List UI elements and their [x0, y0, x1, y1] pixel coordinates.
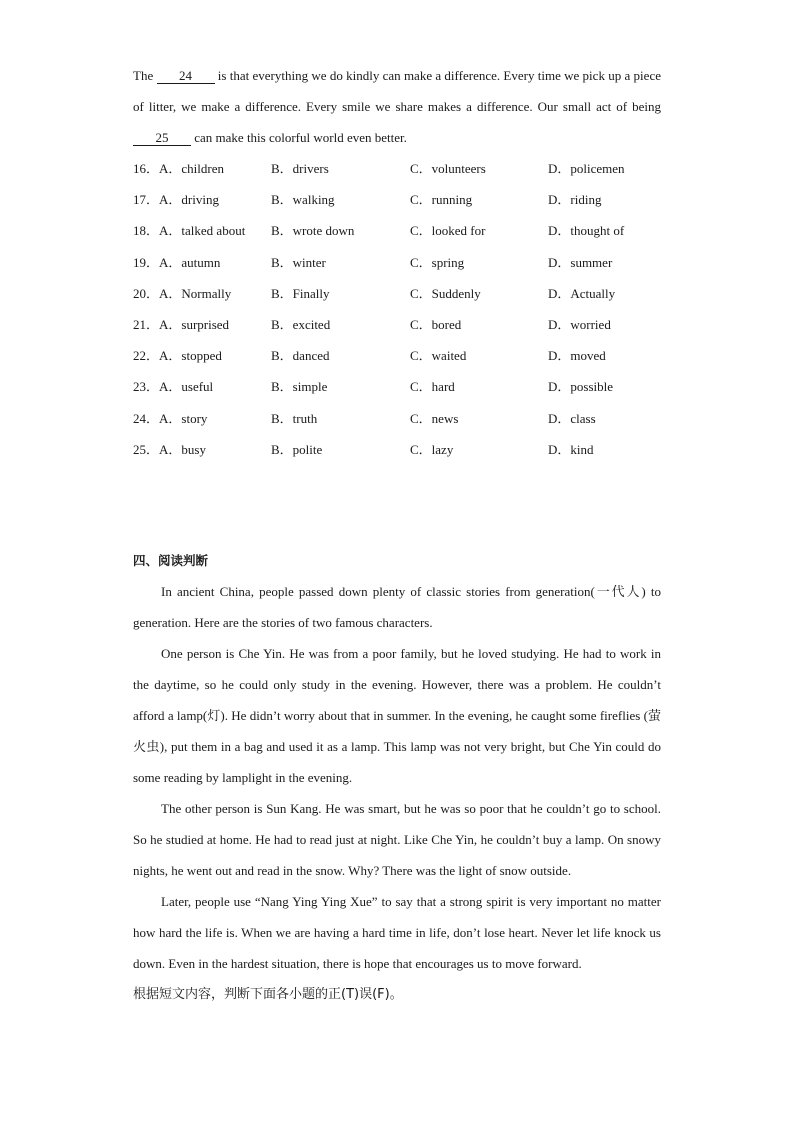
option-b[interactable]: B．excited — [271, 316, 331, 332]
reading-paragraph-2: One person is Che Yin. He was from a poor family, but he loved studying. He had to work in the daytime, so he could only study in the evening. However, there was a problem. He couldn’t afford a lamp(灯). He didn’t worry about that in summer. In the evening, he caught some fireflies (萤火虫), put them in a bag and used it as a lamp. This lamp was not very bright, but Che Yin could do some reading by lamplight in the evening. — [133, 645, 661, 785]
option-d[interactable]: D．summer — [548, 254, 613, 270]
option-b[interactable]: B．simple — [271, 379, 328, 395]
question-row — [133, 184, 661, 215]
instruction-text: 根据短文内容，判断下面各小题的正(T)误(F)。 — [133, 986, 403, 1002]
question-number: 16． — [133, 161, 160, 176]
option-c[interactable]: C．waited — [410, 348, 467, 364]
option-d[interactable]: D．worried — [548, 316, 611, 332]
section-heading: 四、阅读判断 — [133, 552, 209, 568]
question-number: 24． — [133, 410, 160, 426]
question-number: 21． — [133, 316, 160, 332]
option-b[interactable]: B．truth — [271, 410, 318, 426]
reading-paragraph-4: Later, people use “Nang Ying Ying Xue” to say that a strong spirit is very important no matter how hard the life is. When we are having a hard time in life, don’t lose heart. Never let life knock us down. Even in the hardest situation, there is hope that encourages us to move forward. — [133, 893, 661, 971]
option-a[interactable]: A．stopped — [159, 348, 222, 364]
question-number: 22． — [133, 348, 160, 364]
question-number: 17． — [133, 192, 160, 208]
option-d[interactable]: D．class — [548, 410, 596, 426]
option-d[interactable]: D．thought of — [548, 223, 625, 239]
question-row — [133, 403, 661, 434]
option-d[interactable]: D．possible — [548, 379, 614, 395]
option-d[interactable]: D．moved — [548, 348, 606, 364]
option-c[interactable]: C．looked for — [410, 223, 486, 239]
blank-24: 24 — [157, 68, 215, 84]
question-row — [133, 153, 661, 184]
question-number: 18． — [133, 223, 160, 239]
option-a[interactable]: A．children — [159, 161, 224, 176]
option-b[interactable]: B．drivers — [271, 161, 329, 176]
option-d[interactable]: D．kind — [548, 441, 594, 457]
question-row — [133, 278, 661, 309]
question-row — [133, 215, 661, 246]
question-number: 20． — [133, 285, 160, 301]
question-row — [133, 247, 661, 278]
sentence-end: can make this colorful world even better. — [191, 130, 407, 145]
question-number: 19． — [133, 254, 160, 270]
sentence-start: The — [133, 68, 157, 83]
option-d[interactable]: D．Actually — [548, 285, 616, 301]
option-c[interactable]: C．running — [410, 192, 473, 208]
option-b[interactable]: B．Finally — [271, 285, 330, 301]
option-c[interactable]: C．volunteers — [410, 161, 486, 176]
option-b[interactable]: B．polite — [271, 441, 323, 457]
question-row — [133, 309, 661, 340]
option-a[interactable]: A．busy — [159, 441, 206, 457]
option-a[interactable]: A．autumn — [159, 254, 221, 270]
question-row — [133, 340, 661, 371]
option-b[interactable]: B．walking — [271, 192, 335, 208]
reading-paragraph-1: In ancient China, people passed down plenty of classic stories from generation(一代人) to generation. Here are the stories of two famous characters. — [133, 583, 661, 630]
option-a[interactable]: A．talked about — [159, 223, 246, 239]
option-b[interactable]: B．danced — [271, 348, 330, 364]
option-c[interactable]: C．hard — [410, 379, 455, 395]
option-a[interactable]: A．useful — [159, 379, 214, 395]
question-row — [133, 434, 661, 465]
sentence-middle: is that everything we do kindly can make a difference. Every time we pick up a piece of litter, we make a difference. Every smile we share makes a difference. Our small act of being — [133, 68, 661, 114]
reading-paragraph-3: The other person is Sun Kang. He was smart, but he was so poor that he couldn’t go to school. So he studied at home. He had to read just at night. Like Che Yin, he couldn’t buy a lamp. On snowy nights, he went out and read in the snow. Why? There was the light of snow outside. — [133, 800, 661, 878]
option-d[interactable]: D．policemen — [548, 161, 625, 176]
question-row — [133, 371, 661, 402]
option-c[interactable]: C．bored — [410, 316, 462, 332]
option-d[interactable]: D．riding — [548, 192, 602, 208]
option-a[interactable]: A．surprised — [159, 316, 230, 332]
option-a[interactable]: A．Normally — [159, 285, 232, 301]
cloze-passage-ending — [133, 60, 661, 153]
blank-25: 25 — [133, 130, 191, 146]
option-c[interactable]: C．Suddenly — [410, 285, 481, 301]
option-a[interactable]: A．driving — [159, 192, 219, 208]
option-c[interactable]: C．news — [410, 410, 459, 426]
option-a[interactable]: A．story — [159, 410, 208, 426]
question-list — [133, 153, 661, 465]
question-number: 25． — [133, 441, 160, 457]
question-number: 23． — [133, 379, 160, 395]
option-c[interactable]: C．lazy — [410, 441, 454, 457]
document-page — [133, 60, 661, 1010]
option-b[interactable]: B．winter — [271, 254, 326, 270]
option-c[interactable]: C．spring — [410, 254, 465, 270]
option-b[interactable]: B．wrote down — [271, 223, 355, 239]
